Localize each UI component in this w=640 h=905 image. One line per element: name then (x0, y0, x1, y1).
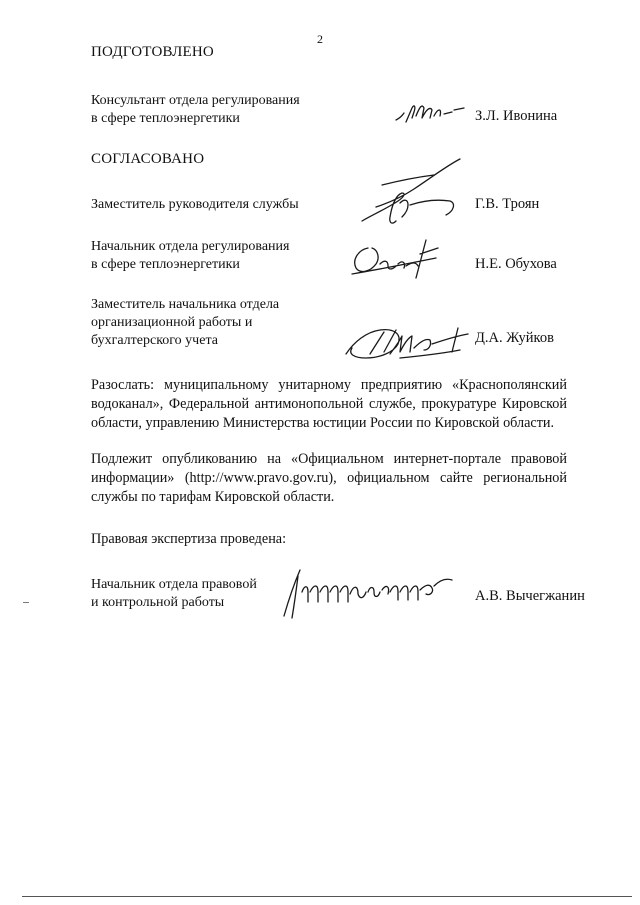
signatory-position-line: Заместитель руководителя службы (91, 197, 299, 212)
signatory-name: Д.А. Жуйков (475, 330, 554, 346)
signatory-name: Н.Е. Обухова (475, 256, 557, 272)
prepared-signature (392, 98, 472, 128)
signatory-position-line: Начальник отдела регулирования (91, 239, 290, 254)
page-number: 2 (317, 32, 323, 46)
prepared-position-line: Консультант отдела регулирования (91, 93, 300, 108)
distribution-line: водоканал», Федеральной антимонопольной службе, прокуратуре Кировской (91, 396, 567, 412)
legal-review-statement: Правовая экспертиза проведена: (91, 531, 287, 547)
prepared-position-line: в сфере теплоэнергетики (91, 111, 240, 126)
signatory-position (91, 196, 299, 214)
signatory-name: Г.В. Троян (475, 196, 540, 212)
distribution-paragraph (91, 376, 567, 433)
prepared-name: З.Л. Ивонина (475, 108, 558, 124)
bottom-rule (22, 896, 632, 897)
legal-review-signature (280, 562, 460, 624)
signatory-position-line: Заместитель начальника отдела (91, 297, 280, 312)
legal-review-name: А.В. Вычегжанин (475, 588, 585, 604)
legal-review-position (91, 576, 257, 612)
signatory-signature-obukhova (346, 234, 446, 282)
distribution-line: Разослать: муниципальному унитарному предприятию «Краснополянский (91, 377, 567, 393)
legal-review-position-line: Начальник отдела правовой (91, 577, 257, 592)
prepared-heading: ПОДГОТОВЛЕНО (91, 44, 214, 60)
signatory-position (91, 296, 279, 350)
signatory-signature-zhuikov (340, 318, 474, 364)
signatory-position-line: в сфере теплоэнергетики (91, 257, 240, 272)
signatory-position-line: бухгалтерского учета (91, 333, 218, 348)
publication-paragraph (91, 450, 567, 507)
legal-review-position-line: и контрольной работы (91, 595, 225, 610)
publication-line: службы по тарифам Кировской области. (91, 489, 335, 505)
agreed-heading: СОГЛАСОВАНО (91, 151, 205, 167)
signatory-position-line: организационной работы и (91, 315, 253, 330)
publication-line: информации» (http://www.pravo.gov.ru), официальном сайте региональной (91, 470, 567, 486)
signatory-position (91, 238, 289, 274)
signatory-signature-troyan (352, 155, 470, 233)
distribution-line: области, управлению Министерства юстиции России по Кировской области. (91, 415, 555, 431)
margin-mark (23, 602, 29, 603)
prepared-position (91, 92, 300, 128)
publication-line: Подлежит опубликованию на «Официальном интернет-портале правовой (91, 451, 567, 467)
